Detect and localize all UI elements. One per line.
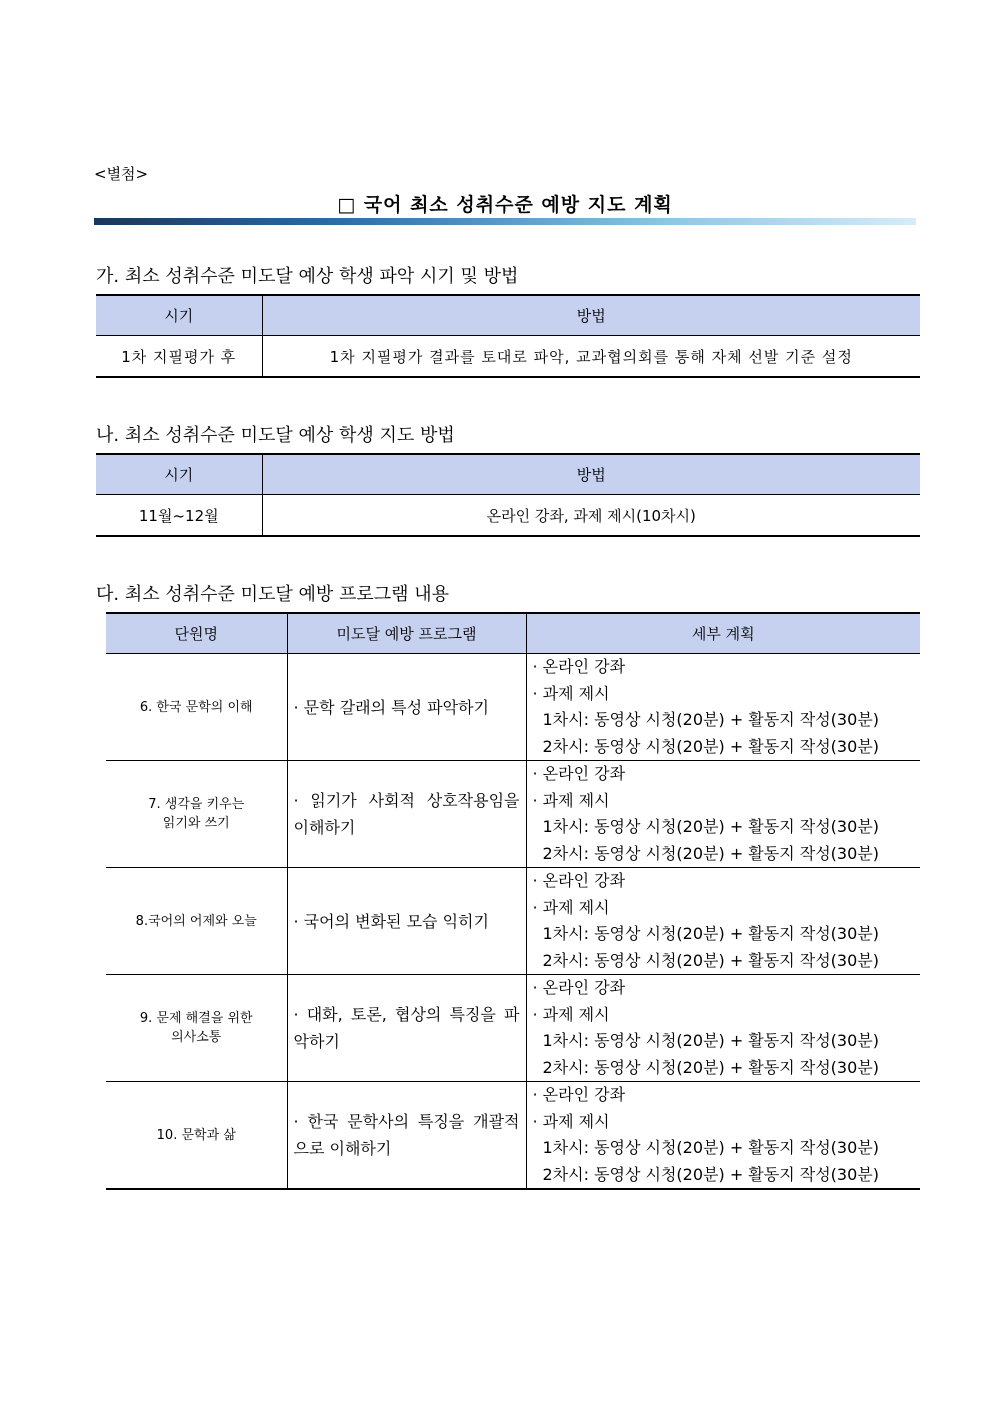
detail-assignment: · 과제 제시 bbox=[532, 1004, 610, 1024]
detail-session-2: 2차시: 동영상 시청(20분) + 활동지 작성(30분) bbox=[542, 736, 879, 756]
program-table bbox=[106, 612, 920, 1190]
detail-session-2: 2차시: 동영상 시청(20분) + 활동지 작성(30분) bbox=[542, 1164, 879, 1184]
cell-period: 1차 지필평가 후 bbox=[96, 336, 262, 378]
header-unit: 단원명 bbox=[106, 613, 287, 654]
table-row bbox=[106, 654, 920, 761]
table-row bbox=[106, 1082, 920, 1190]
unit-name: 6. 한국 문학의 이해 bbox=[139, 699, 253, 715]
table-row bbox=[106, 761, 920, 868]
header-program: 미도달 예방 프로그램 bbox=[287, 613, 526, 654]
detail-online: · 온라인 강좌 bbox=[532, 871, 626, 890]
unit-name: 8.국어의 어제와 오늘 bbox=[135, 913, 257, 929]
section-c-heading: 다. 최소 성취수준 미도달 예방 프로그램 내용 bbox=[96, 584, 450, 605]
table-header-row bbox=[96, 454, 920, 495]
table-row bbox=[106, 975, 920, 1082]
attachment-label: <별첨> bbox=[94, 165, 149, 183]
section-b-table bbox=[96, 453, 920, 537]
section-b-heading: 나. 최소 성취수준 미도달 예상 학생 지도 방법 bbox=[96, 425, 455, 446]
header-method: 방법 bbox=[262, 454, 920, 495]
detail-session-2: 2차시: 동영상 시청(20분) + 활동지 작성(30분) bbox=[542, 950, 879, 970]
unit-name-line-1: 9. 문제 해결을 위한 bbox=[139, 1011, 253, 1026]
unit-name: 10. 문학과 삶 bbox=[156, 1127, 236, 1143]
detail-session-2: 2차시: 동영상 시청(20분) + 활동지 작성(30분) bbox=[542, 843, 879, 863]
header-detail: 세부 계획 bbox=[526, 613, 920, 654]
program-cell: · 문학 갈래의 특성 파악하기 bbox=[287, 654, 526, 761]
detail-session-1: 1차시: 동영상 시청(20분) + 활동지 작성(30분) bbox=[542, 817, 879, 836]
detail-online: · 온라인 강좌 bbox=[532, 978, 626, 997]
program-cell: · 국어의 변화된 모습 익히기 bbox=[287, 868, 526, 975]
detail-session-1: 1차시: 동영상 시청(20분) + 활동지 작성(30분) bbox=[542, 710, 879, 729]
unit-name-line-2: 의사소통 bbox=[171, 1030, 222, 1045]
unit-cell bbox=[106, 761, 287, 868]
table-row bbox=[96, 495, 920, 537]
detail-session-1: 1차시: 동영상 시청(20분) + 활동지 작성(30분) bbox=[542, 1031, 879, 1050]
detail-cell bbox=[526, 1082, 920, 1190]
header-period: 시기 bbox=[96, 295, 262, 336]
table-header-row bbox=[106, 613, 920, 654]
detail-session-2: 2차시: 동영상 시청(20분) + 활동지 작성(30분) bbox=[542, 1057, 879, 1077]
detail-assignment: · 과제 제시 bbox=[532, 1111, 610, 1131]
table-header-row bbox=[96, 295, 920, 336]
program-cell: · 읽기가 사회적 상호작용임을 이해하기 bbox=[287, 761, 526, 868]
detail-online: · 온라인 강좌 bbox=[532, 657, 626, 676]
table-row bbox=[106, 868, 920, 975]
unit-cell bbox=[106, 868, 287, 975]
detail-session-1: 1차시: 동영상 시청(20분) + 활동지 작성(30분) bbox=[542, 1138, 879, 1157]
detail-cell bbox=[526, 868, 920, 975]
detail-online: · 온라인 강좌 bbox=[532, 764, 626, 783]
section-a-table bbox=[96, 294, 920, 378]
detail-cell bbox=[526, 654, 920, 761]
unit-cell bbox=[106, 1082, 287, 1190]
program-cell: · 한국 문학사의 특징을 개괄적으로 이해하기 bbox=[287, 1082, 526, 1190]
detail-assignment: · 과제 제시 bbox=[532, 683, 610, 703]
program-cell: · 대화, 토론, 협상의 특징을 파악하기 bbox=[287, 975, 526, 1082]
unit-cell bbox=[106, 975, 287, 1082]
detail-cell bbox=[526, 975, 920, 1082]
detail-online: · 온라인 강좌 bbox=[532, 1085, 626, 1104]
table-row bbox=[96, 336, 920, 378]
detail-assignment: · 과제 제시 bbox=[532, 790, 610, 810]
header-method: 방법 bbox=[262, 295, 920, 336]
unit-name-line-1: 7. 생각을 키우는 bbox=[148, 797, 245, 812]
unit-cell bbox=[106, 654, 287, 761]
cell-method: 1차 지필평가 결과를 토대로 파악, 교과협의회를 통해 자체 선발 기준 설정 bbox=[329, 347, 853, 366]
page-title: □ 국어 최소 성취수준 예방 지도 계획 bbox=[337, 194, 673, 216]
section-a-heading: 가. 최소 성취수준 미도달 예상 학생 파악 시기 및 방법 bbox=[96, 266, 519, 287]
detail-assignment: · 과제 제시 bbox=[532, 897, 610, 917]
cell-period: 11월~12월 bbox=[96, 495, 262, 537]
unit-name-line-2: 읽기와 쓰기 bbox=[162, 816, 230, 831]
cell-method: 온라인 강좌, 과제 제시(10차시) bbox=[486, 506, 696, 525]
detail-session-1: 1차시: 동영상 시청(20분) + 활동지 작성(30분) bbox=[542, 924, 879, 943]
detail-cell bbox=[526, 761, 920, 868]
title-underline-bar bbox=[94, 218, 916, 225]
header-period: 시기 bbox=[96, 454, 262, 495]
